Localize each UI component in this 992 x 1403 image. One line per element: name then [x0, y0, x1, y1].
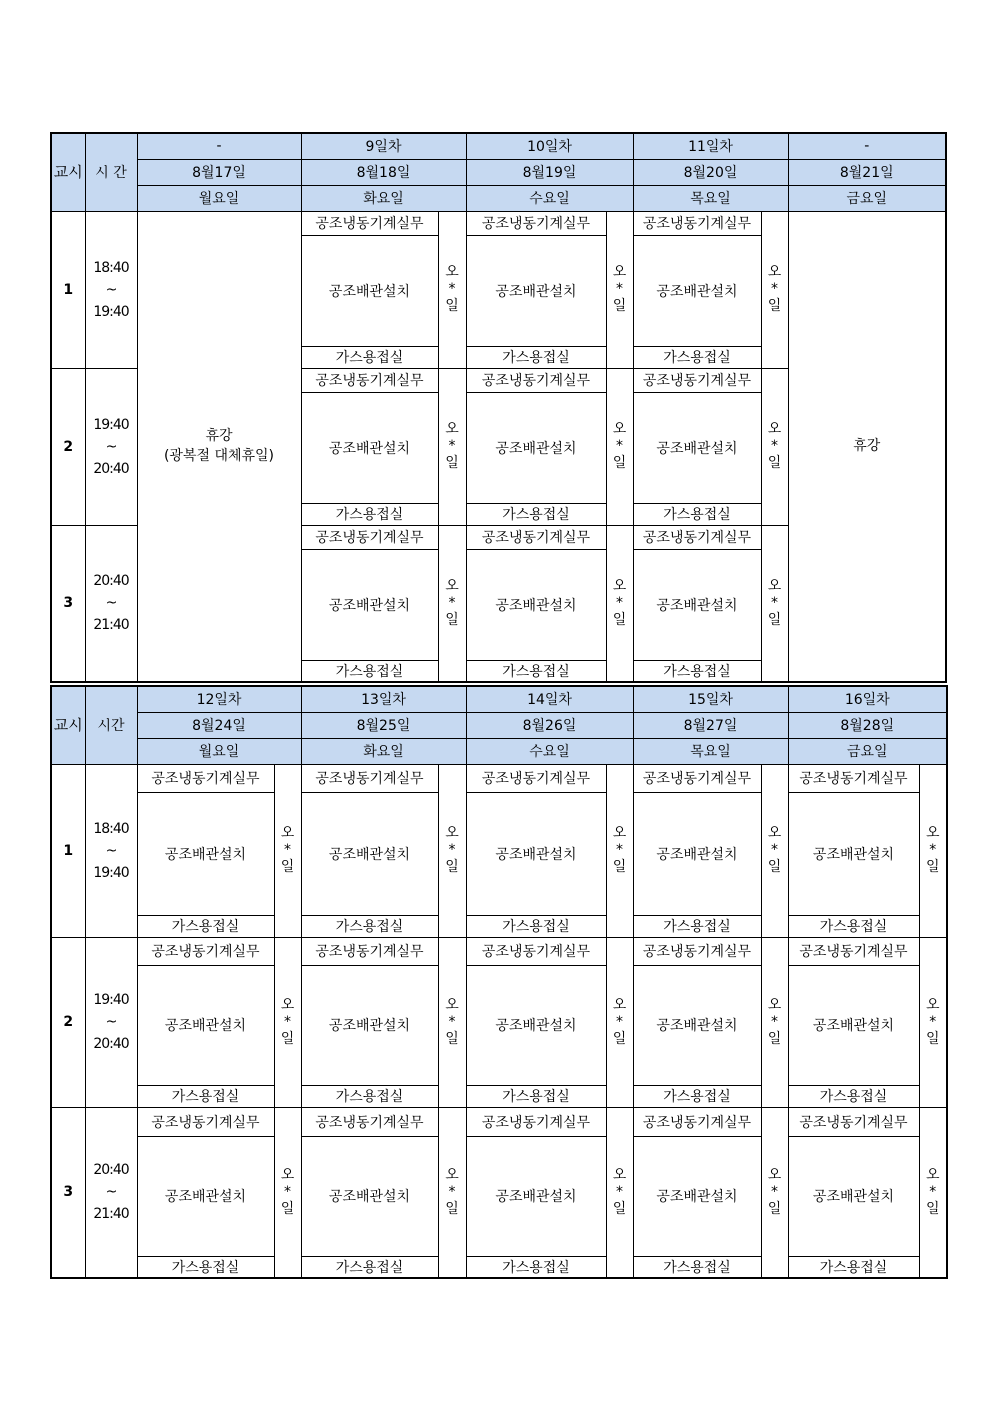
teacher-name: 오 * 일	[606, 368, 633, 525]
day-weekday: 월요일	[137, 185, 301, 211]
subject-top: 공조냉동기계실무	[301, 211, 438, 235]
period-time: 18:40 ~ 19:40	[85, 764, 137, 937]
subject-top: 공조냉동기계실무	[301, 937, 438, 965]
day-weekday: 수요일	[466, 738, 633, 764]
day-num: -	[788, 133, 946, 159]
teacher-name: 오 * 일	[606, 764, 633, 937]
subject-middle: 공조배관설치	[466, 392, 606, 503]
day-weekday: 금요일	[788, 185, 946, 211]
subject-top: 공조냉동기계실무	[301, 764, 438, 792]
subject-top: 공조냉동기계실무	[301, 525, 438, 549]
subject-middle: 공조배관설치	[466, 235, 606, 346]
day-weekday: 월요일	[137, 738, 301, 764]
subject-top: 공조냉동기계실무	[466, 525, 606, 549]
subject-middle: 공조배관설치	[788, 1136, 919, 1256]
day-weekday: 목요일	[633, 185, 788, 211]
subject-middle: 공조배관설치	[633, 792, 761, 915]
teacher-name: 오 * 일	[274, 937, 301, 1107]
subject-bottom: 가스용접실	[137, 915, 274, 937]
day-num: 15일차	[633, 686, 788, 712]
subject-top: 공조냉동기계실무	[137, 764, 274, 792]
subject-bottom: 가스용접실	[466, 1085, 606, 1107]
subject-middle: 공조배관설치	[137, 965, 274, 1085]
subject-bottom: 가스용접실	[301, 915, 438, 937]
teacher-name: 오 * 일	[274, 1107, 301, 1278]
teacher-name: 오 * 일	[761, 937, 788, 1107]
subject-middle: 공조배관설치	[301, 235, 438, 346]
subject-top: 공조냉동기계실무	[137, 937, 274, 965]
subject-bottom: 가스용접실	[788, 1256, 919, 1278]
teacher-name: 오 * 일	[438, 1107, 466, 1278]
day-num: 14일차	[466, 686, 633, 712]
teacher-name: 오 * 일	[919, 937, 947, 1107]
subject-bottom: 가스용접실	[301, 346, 438, 368]
subject-middle: 공조배관설치	[301, 965, 438, 1085]
teacher-name: 오 * 일	[606, 1107, 633, 1278]
period-number: 2	[51, 937, 85, 1107]
period-number: 3	[51, 1107, 85, 1278]
period-number: 3	[51, 525, 85, 682]
day-date: 8월17일	[137, 159, 301, 185]
subject-top: 공조냉동기계실무	[466, 764, 606, 792]
time-header: 시 간	[85, 133, 137, 211]
subject-bottom: 가스용접실	[633, 346, 761, 368]
teacher-name: 오 * 일	[761, 1107, 788, 1278]
subject-bottom: 가스용접실	[788, 1085, 919, 1107]
day-date: 8월27일	[633, 712, 788, 738]
subject-top: 공조냉동기계실무	[633, 1107, 761, 1136]
subject-top: 공조냉동기계실무	[466, 937, 606, 965]
day-num: 9일차	[301, 133, 466, 159]
monday-holiday: 휴강 (광복절 대체휴일)	[137, 211, 301, 682]
day-date: 8월20일	[633, 159, 788, 185]
day-num: 12일차	[137, 686, 301, 712]
subject-middle: 공조배관설치	[301, 549, 438, 660]
subject-top: 공조냉동기계실무	[788, 937, 919, 965]
day-weekday: 목요일	[633, 738, 788, 764]
day-num: 16일차	[788, 686, 947, 712]
subject-top: 공조냉동기계실무	[301, 1107, 438, 1136]
subject-middle: 공조배관설치	[633, 392, 761, 503]
period-number: 1	[51, 764, 85, 937]
subject-top: 공조냉동기계실무	[466, 211, 606, 235]
subject-middle: 공조배관설치	[633, 235, 761, 346]
period-number: 2	[51, 368, 85, 525]
subject-top: 공조냉동기계실무	[633, 937, 761, 965]
day-weekday: 금요일	[788, 738, 947, 764]
teacher-name: 오 * 일	[761, 764, 788, 937]
subject-top: 공조냉동기계실무	[137, 1107, 274, 1136]
subject-bottom: 가스용접실	[301, 660, 438, 682]
subject-middle: 공조배관설치	[301, 792, 438, 915]
subject-top: 공조냉동기계실무	[633, 368, 761, 392]
day-weekday: 수요일	[466, 185, 633, 211]
subject-bottom: 가스용접실	[301, 1256, 438, 1278]
period-header: 교시	[51, 686, 85, 764]
teacher-name: 오 * 일	[761, 211, 788, 368]
teacher-name: 오 * 일	[606, 525, 633, 682]
subject-middle: 공조배관설치	[633, 965, 761, 1085]
subject-middle: 공조배관설치	[788, 792, 919, 915]
subject-top: 공조냉동기계실무	[633, 211, 761, 235]
teacher-name: 오 * 일	[438, 368, 466, 525]
subject-bottom: 가스용접실	[137, 1085, 274, 1107]
day-date: 8월18일	[301, 159, 466, 185]
subject-bottom: 가스용접실	[633, 1256, 761, 1278]
teacher-name: 오 * 일	[919, 764, 947, 937]
teacher-name: 오 * 일	[761, 525, 788, 682]
subject-middle: 공조배관설치	[301, 392, 438, 503]
period-time: 20:40 ~ 21:40	[85, 525, 137, 682]
subject-middle: 공조배관설치	[137, 792, 274, 915]
teacher-name: 오 * 일	[438, 525, 466, 682]
subject-bottom: 가스용접실	[466, 346, 606, 368]
teacher-name: 오 * 일	[761, 368, 788, 525]
teacher-name: 오 * 일	[919, 1107, 947, 1278]
period-time: 19:40 ~ 20:40	[85, 937, 137, 1107]
subject-bottom: 가스용접실	[466, 660, 606, 682]
subject-top: 공조냉동기계실무	[466, 1107, 606, 1136]
subject-middle: 공조배관설치	[466, 792, 606, 915]
subject-bottom: 가스용접실	[466, 503, 606, 525]
subject-middle: 공조배관설치	[466, 549, 606, 660]
period-time: 20:40 ~ 21:40	[85, 1107, 137, 1278]
day-weekday: 화요일	[301, 185, 466, 211]
day-date: 8월21일	[788, 159, 946, 185]
period-time: 19:40 ~ 20:40	[85, 368, 137, 525]
day-num: 10일차	[466, 133, 633, 159]
teacher-name: 오 * 일	[438, 764, 466, 937]
subject-bottom: 가스용접실	[633, 1085, 761, 1107]
friday-holiday: 휴강	[788, 211, 946, 682]
subject-top: 공조냉동기계실무	[633, 525, 761, 549]
schedule-table-week2	[50, 685, 948, 1279]
subject-bottom: 가스용접실	[301, 503, 438, 525]
day-date: 8월19일	[466, 159, 633, 185]
subject-bottom: 가스용접실	[633, 915, 761, 937]
subject-middle: 공조배관설치	[301, 1136, 438, 1256]
subject-top: 공조냉동기계실무	[301, 368, 438, 392]
subject-bottom: 가스용접실	[137, 1256, 274, 1278]
subject-bottom: 가스용접실	[301, 1085, 438, 1107]
day-date: 8월26일	[466, 712, 633, 738]
schedule-table-week1	[50, 132, 947, 683]
day-weekday: 화요일	[301, 738, 466, 764]
subject-bottom: 가스용접실	[633, 503, 761, 525]
subject-top: 공조냉동기계실무	[633, 764, 761, 792]
day-date: 8월25일	[301, 712, 466, 738]
subject-middle: 공조배관설치	[466, 965, 606, 1085]
subject-top: 공조냉동기계실무	[788, 764, 919, 792]
subject-top: 공조냉동기계실무	[466, 368, 606, 392]
subject-middle: 공조배관설치	[633, 1136, 761, 1256]
subject-bottom: 가스용접실	[633, 660, 761, 682]
subject-top: 공조냉동기계실무	[788, 1107, 919, 1136]
subject-bottom: 가스용접실	[466, 1256, 606, 1278]
subject-bottom: 가스용접실	[466, 915, 606, 937]
subject-middle: 공조배관설치	[633, 549, 761, 660]
period-time: 18:40 ~ 19:40	[85, 211, 137, 368]
time-header: 시간	[85, 686, 137, 764]
subject-middle: 공조배관설치	[137, 1136, 274, 1256]
period-header: 교시	[51, 133, 85, 211]
day-num: 13일차	[301, 686, 466, 712]
teacher-name: 오 * 일	[438, 937, 466, 1107]
day-num: -	[137, 133, 301, 159]
period-number: 1	[51, 211, 85, 368]
teacher-name: 오 * 일	[606, 937, 633, 1107]
subject-middle: 공조배관설치	[788, 965, 919, 1085]
day-num: 11일차	[633, 133, 788, 159]
subject-middle: 공조배관설치	[466, 1136, 606, 1256]
teacher-name: 오 * 일	[274, 764, 301, 937]
teacher-name: 오 * 일	[606, 211, 633, 368]
teacher-name: 오 * 일	[438, 211, 466, 368]
day-date: 8월24일	[137, 712, 301, 738]
day-date: 8월28일	[788, 712, 947, 738]
subject-bottom: 가스용접실	[788, 915, 919, 937]
